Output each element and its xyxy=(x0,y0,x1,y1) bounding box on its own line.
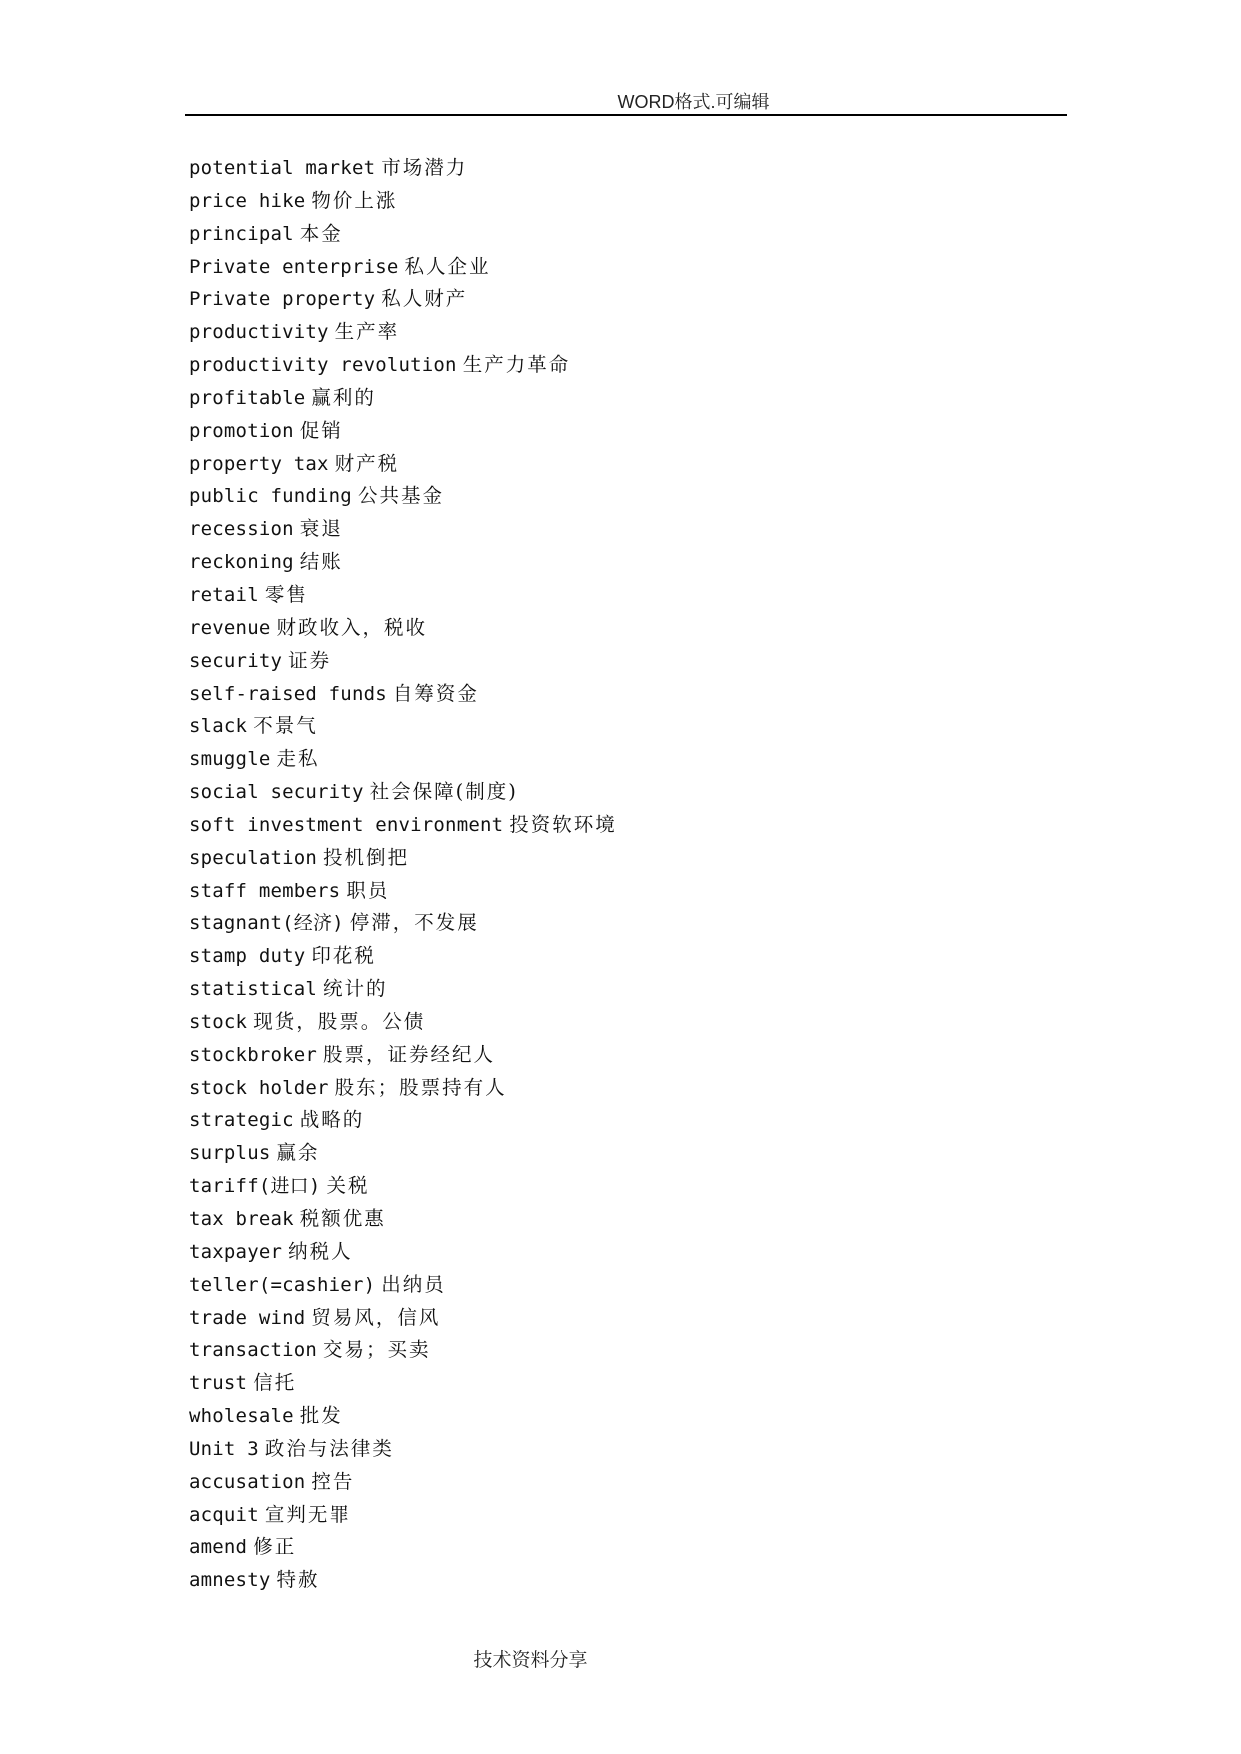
glossary-entry xyxy=(189,1302,617,1335)
entry-translation: 赢利的 xyxy=(311,385,376,409)
entry-term: slack xyxy=(189,715,248,738)
entry-term: tariff(进口) xyxy=(189,1175,321,1198)
glossary-entry xyxy=(189,710,617,743)
entry-translation: 投机倒把 xyxy=(323,845,410,869)
glossary-entry xyxy=(189,152,617,185)
entry-translation: 衰退 xyxy=(299,517,343,541)
entry-term: tax break xyxy=(189,1208,294,1230)
entry-term: Unit 3 xyxy=(189,1437,259,1460)
page-footer: 技术资料分享 xyxy=(473,1649,588,1671)
glossary-entry xyxy=(189,415,617,448)
entry-translation: 宣判无罪 xyxy=(264,1502,351,1526)
glossary-entry xyxy=(189,1104,617,1137)
entry-translation: 私人财产 xyxy=(381,287,468,311)
entry-translation: 投资软环境 xyxy=(509,812,617,836)
glossary-entry xyxy=(189,546,617,579)
entry-translation: 促销 xyxy=(299,418,343,442)
glossary-entry xyxy=(189,1137,617,1170)
header-divider xyxy=(185,114,1067,116)
entry-term: surplus xyxy=(189,1142,271,1165)
glossary-entry xyxy=(189,1236,617,1269)
entry-translation: 公共基金 xyxy=(357,484,444,508)
entry-term: Private enterprise xyxy=(189,255,399,278)
entry-term: amend xyxy=(189,1536,248,1559)
entry-translation: 信托 xyxy=(253,1371,297,1395)
entry-term: taxpayer xyxy=(189,1240,283,1263)
glossary-entry xyxy=(189,842,617,875)
glossary-entry xyxy=(189,678,617,711)
entry-term: principal xyxy=(189,222,294,245)
entry-translation: 停滞，不发展 xyxy=(349,911,479,935)
glossary-entry xyxy=(189,907,617,940)
entry-translation: 生产力革命 xyxy=(462,353,571,377)
entry-term: stamp duty xyxy=(189,945,306,968)
entry-term: trust xyxy=(189,1372,248,1395)
entry-translation: 股票，证券经纪人 xyxy=(323,1042,496,1066)
entry-translation: 走私 xyxy=(276,747,320,771)
glossary-entry xyxy=(189,1006,617,1039)
glossary-entry xyxy=(189,1564,617,1597)
glossary-entry xyxy=(189,1433,617,1466)
entry-translation: 赢余 xyxy=(276,1141,320,1165)
entry-term: teller(=cashier) xyxy=(189,1273,376,1296)
glossary-entry xyxy=(189,480,617,513)
entry-translation: 印花税 xyxy=(311,944,376,968)
entry-term: stock holder xyxy=(189,1076,329,1099)
entry-term: public funding xyxy=(189,485,352,508)
entry-translation: 纳税人 xyxy=(288,1239,353,1263)
entry-term: staff members xyxy=(189,879,341,902)
entry-translation: 股东；股票持有人 xyxy=(334,1075,507,1099)
glossary-entry xyxy=(189,776,617,809)
glossary-entry xyxy=(189,382,617,415)
glossary-entry xyxy=(189,251,617,284)
entry-translation: 交易；买卖 xyxy=(323,1338,431,1362)
page-header: WORD格式.可编辑 xyxy=(617,92,770,112)
entry-term: price hike xyxy=(189,189,306,212)
entry-translation: 不景气 xyxy=(253,714,318,738)
glossary-entry xyxy=(189,218,617,251)
entry-translation: 结账 xyxy=(299,550,343,574)
glossary-entry xyxy=(189,1367,617,1400)
glossary-entry xyxy=(189,809,617,842)
entry-translation: 关税 xyxy=(326,1174,370,1198)
entry-term: strategic xyxy=(189,1109,294,1132)
entry-translation: 本金 xyxy=(299,221,343,245)
glossary-entry xyxy=(189,1072,617,1105)
glossary-entry xyxy=(189,316,617,349)
glossary-entry xyxy=(189,283,617,316)
entry-translation: 税额优惠 xyxy=(299,1207,386,1230)
entry-translation: 财产税 xyxy=(334,451,400,475)
entry-translation: 政治与法律类 xyxy=(264,1436,394,1460)
glossary-entry xyxy=(189,973,617,1006)
glossary-entry xyxy=(189,1531,617,1564)
entry-term: transaction xyxy=(189,1339,318,1362)
entry-term: Private property xyxy=(189,288,376,311)
entry-translation: 统计的 xyxy=(323,977,388,1001)
entry-term: accusation xyxy=(189,1470,306,1493)
entry-term: self-raised funds xyxy=(189,682,387,705)
entry-term: stockbroker xyxy=(189,1043,318,1066)
entry-term: revenue xyxy=(189,616,271,639)
entry-term: statistical xyxy=(189,978,318,1001)
glossary-entry xyxy=(189,1466,617,1499)
entry-term: reckoning xyxy=(189,551,294,574)
entry-term: acquit xyxy=(189,1503,259,1526)
glossary-entry xyxy=(189,1170,617,1203)
glossary-entry xyxy=(189,645,617,678)
glossary-list xyxy=(189,152,617,1597)
entry-translation: 战略的 xyxy=(299,1108,365,1132)
entry-translation: 自筹资金 xyxy=(392,681,479,705)
glossary-entry xyxy=(189,513,617,546)
entry-term: soft investment environment xyxy=(189,813,504,836)
entry-term: productivity revolution xyxy=(189,354,457,377)
entry-translation: 控告 xyxy=(311,1469,355,1493)
glossary-entry xyxy=(189,612,617,645)
entry-translation: 财政收入，税收 xyxy=(276,615,427,639)
entry-translation: 出纳员 xyxy=(381,1272,446,1296)
glossary-entry xyxy=(189,940,617,973)
entry-translation: 生产率 xyxy=(334,320,400,344)
entry-term: productivity xyxy=(189,321,329,344)
entry-term: wholesale xyxy=(189,1405,294,1428)
entry-term: promotion xyxy=(189,419,294,442)
glossary-entry xyxy=(189,1269,617,1302)
entry-translation: 物价上涨 xyxy=(311,188,398,212)
glossary-entry xyxy=(189,1203,617,1236)
entry-translation: 零售 xyxy=(264,582,308,606)
entry-translation: 证券 xyxy=(288,648,332,672)
entry-translation: 批发 xyxy=(299,1404,343,1428)
entry-term: amnesty xyxy=(189,1569,271,1592)
glossary-entry xyxy=(189,579,617,612)
entry-translation: 市场潜力 xyxy=(381,156,468,179)
entry-term: stock xyxy=(189,1010,248,1033)
entry-term: trade wind xyxy=(189,1306,306,1329)
entry-translation: 社会保障(制度) xyxy=(369,780,518,804)
glossary-entry xyxy=(189,1400,617,1433)
glossary-entry xyxy=(189,875,617,908)
glossary-entry xyxy=(189,349,617,382)
entry-translation: 修正 xyxy=(253,1535,297,1559)
entry-term: speculation xyxy=(189,846,318,869)
glossary-entry xyxy=(189,1499,617,1532)
entry-translation: 特赦 xyxy=(276,1568,320,1592)
glossary-entry xyxy=(189,185,617,218)
entry-term: smuggle xyxy=(189,748,271,771)
entry-translation: 私人企业 xyxy=(404,254,491,278)
glossary-entry xyxy=(189,448,617,481)
entry-term: potential market xyxy=(189,157,376,179)
glossary-entry xyxy=(189,1039,617,1072)
entry-term: social security xyxy=(189,781,364,804)
entry-term: property tax xyxy=(189,452,329,475)
entry-translation: 贸易风，信风 xyxy=(311,1305,441,1329)
glossary-entry xyxy=(189,743,617,776)
entry-term: stagnant(经济) xyxy=(189,912,344,935)
entry-term: retail xyxy=(189,583,259,606)
entry-translation: 现货，股票。公债 xyxy=(253,1009,426,1033)
glossary-entry xyxy=(189,1334,617,1367)
entry-translation: 职员 xyxy=(346,878,390,902)
entry-term: profitable xyxy=(189,386,306,409)
entry-term: recession xyxy=(189,518,294,541)
entry-term: security xyxy=(189,649,283,672)
